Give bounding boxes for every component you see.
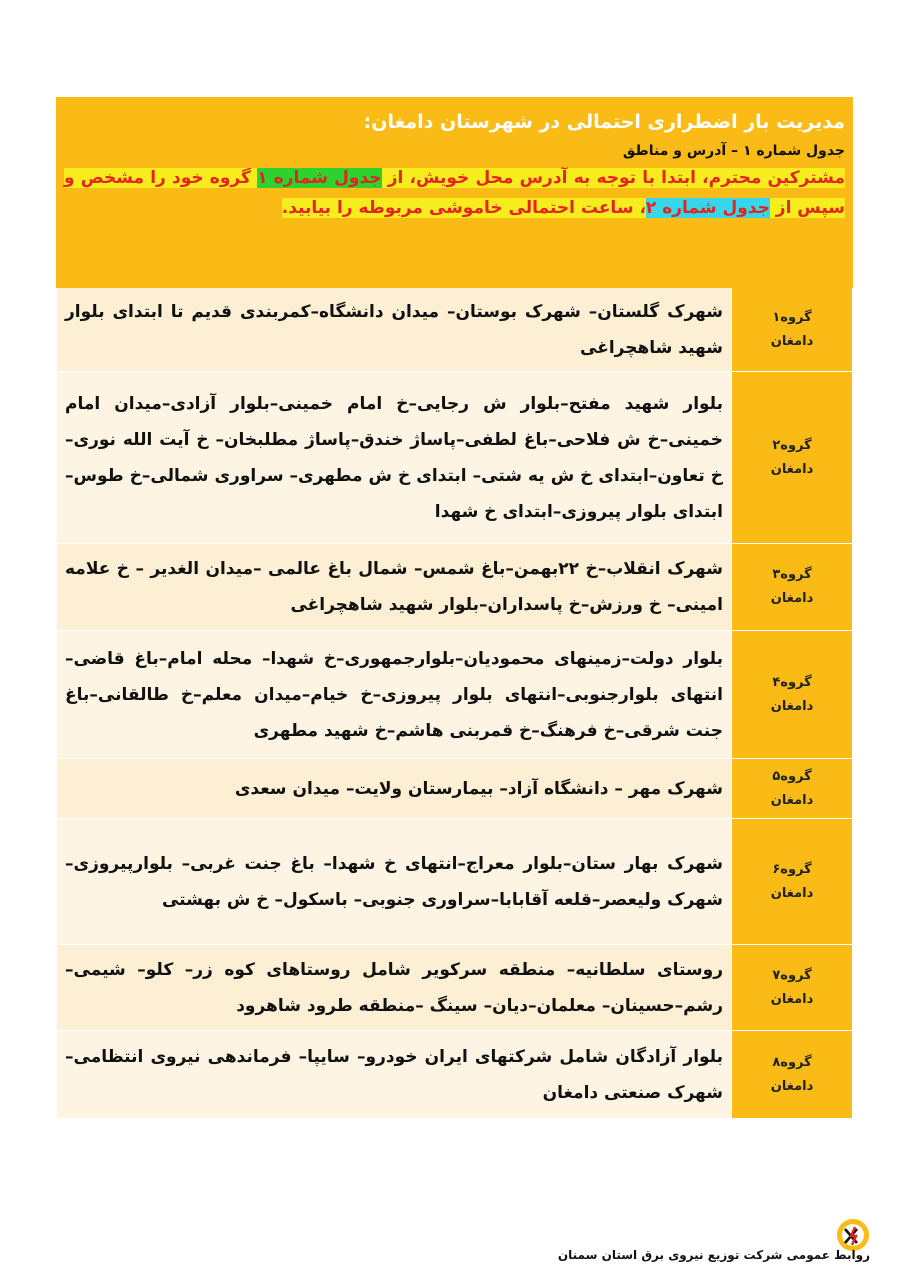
footer xyxy=(370,1218,870,1268)
footer-text: روابط عمومی شرکت توزیع نیروی برق استان سمنان xyxy=(557,1248,870,1262)
table-row xyxy=(57,631,853,759)
notice-part-1: مشترکین محترم، ابتدا با توجه به آدرس محل خویش، از xyxy=(381,168,846,188)
group-cell xyxy=(732,544,853,631)
group-city: دامغان xyxy=(770,333,814,349)
group-label: گروه۷ xyxy=(772,967,812,983)
table-row xyxy=(57,544,853,631)
notice-part-5: ، ساعت احتمالی خاموشی مربوطه را بیابید. xyxy=(281,198,646,218)
notice-table2-highlight: جدول شماره ۲ xyxy=(645,198,770,218)
header-panel xyxy=(56,97,853,285)
group-cell xyxy=(732,287,853,372)
group-label: گروه۸ xyxy=(772,1054,812,1070)
table-subtitle: جدول شماره ۱ – آدرس و مناطق xyxy=(622,143,845,159)
group-cell xyxy=(732,759,853,819)
group-label: گروه۶ xyxy=(772,861,812,877)
group-label: گروه۲ xyxy=(772,437,812,453)
areas-cell: شهرک مهر – دانشگاه آزاد– بیمارستان ولایت– میدان سعدی xyxy=(57,759,732,819)
notice-part-3: گروه خود را مشخص و سپس از xyxy=(64,168,845,218)
table-row xyxy=(57,287,853,372)
group-label: گروه۳ xyxy=(772,567,812,582)
group-label: گروه۵ xyxy=(772,768,812,784)
announcement-document xyxy=(56,97,853,1119)
group-city: دامغان xyxy=(770,991,814,1007)
areas-cell: شهرک بهار ستان–بلوار معراج–انتهای خ شهدا– باغ جنت غربی– بلوارپیروزی–شهرک ولیعصر–قلعه آقابابا–سراوری جنوبی– باسکول– خ ش بهشتی xyxy=(57,819,732,945)
table-row xyxy=(57,819,853,945)
group-cell xyxy=(732,631,853,759)
areas-cell: شهرک گلستان– شهرک بوستان– میدان دانشگاه–کمربندی قدیم تا ابتدای بلوار شهید شاهچراغی xyxy=(57,287,732,372)
group-city: دامغان xyxy=(770,885,814,901)
group-cell xyxy=(732,819,853,945)
notice-table1-highlight: جدول شماره ۱ xyxy=(257,168,382,188)
areas-cell: بلوار دولت–زمینهای محمودیان–بلوارجمهوری–خ شهدا– محله امام–باغ قاضی–انتهای بلوارجنوبی–انتهای بلوار پیروزی–خ خیام–میدان معلم–خ طالقانی–باغ جنت شرقی–خ فرهنگ–خ قمربنی هاشم–خ شهید مطهری xyxy=(57,631,732,759)
table-row xyxy=(57,759,853,819)
table-row xyxy=(57,945,853,1031)
group-label: گروه۱ xyxy=(772,309,812,325)
group-label: گروه۴ xyxy=(772,674,812,690)
areas-cell: روستای سلطانیه– منطقه سرکویر شامل روستاهای کوه زر– کلو– شیمی– رشم–حسینان– معلمان–دیان– سینگ –منطقه طرود شاهرود xyxy=(57,945,732,1031)
areas-cell: شهرک انقلاب–خ ۲۲بهمن–باغ شمس– شمال باغ عالمی –میدان الغدیر – خ علامه امینی– خ ورزش–خ پاسداران–بلوار شهید شاهچراغی xyxy=(57,544,732,631)
areas-cell: بلوار آزادگان شامل شرکتهای ایران خودرو– سایپا– فرماندهی نیروی انتظامی– شهرک صنعتی دامغان xyxy=(57,1031,732,1119)
groups-table xyxy=(56,285,853,1119)
group-city: دامغان xyxy=(770,698,814,714)
group-city: دامغان xyxy=(770,591,814,606)
page-title: مدیریت بار اضطراری احتمالی در شهرستان دامغان: xyxy=(363,111,845,133)
group-cell xyxy=(732,1031,853,1119)
areas-cell: بلوار شهید مفتح–بلوار ش رجایی–خ امام خمینی–بلوار آزادی–میدان امام خمینی–خ ش فلاحی–باغ لطفی–پاساژ خندق–پاساژ مطلبخان– خ آیت الله نوری–خ تعاون–ابتدای خ ش یه شتی– ابتدای خ ش مطهری– سراوری شمالی–خ طوس–ابتدای بلوار پیروزی–ابتدای خ شهدا xyxy=(57,372,732,544)
electric-company-logo-icon xyxy=(836,1218,870,1252)
group-city: دامغان xyxy=(770,1078,814,1094)
table-row xyxy=(57,1031,853,1119)
group-city: دامغان xyxy=(770,792,814,808)
table-row xyxy=(57,372,853,544)
group-cell xyxy=(732,372,853,544)
notice-text xyxy=(64,163,845,223)
group-cell xyxy=(732,945,853,1031)
group-city: دامغان xyxy=(770,461,814,477)
